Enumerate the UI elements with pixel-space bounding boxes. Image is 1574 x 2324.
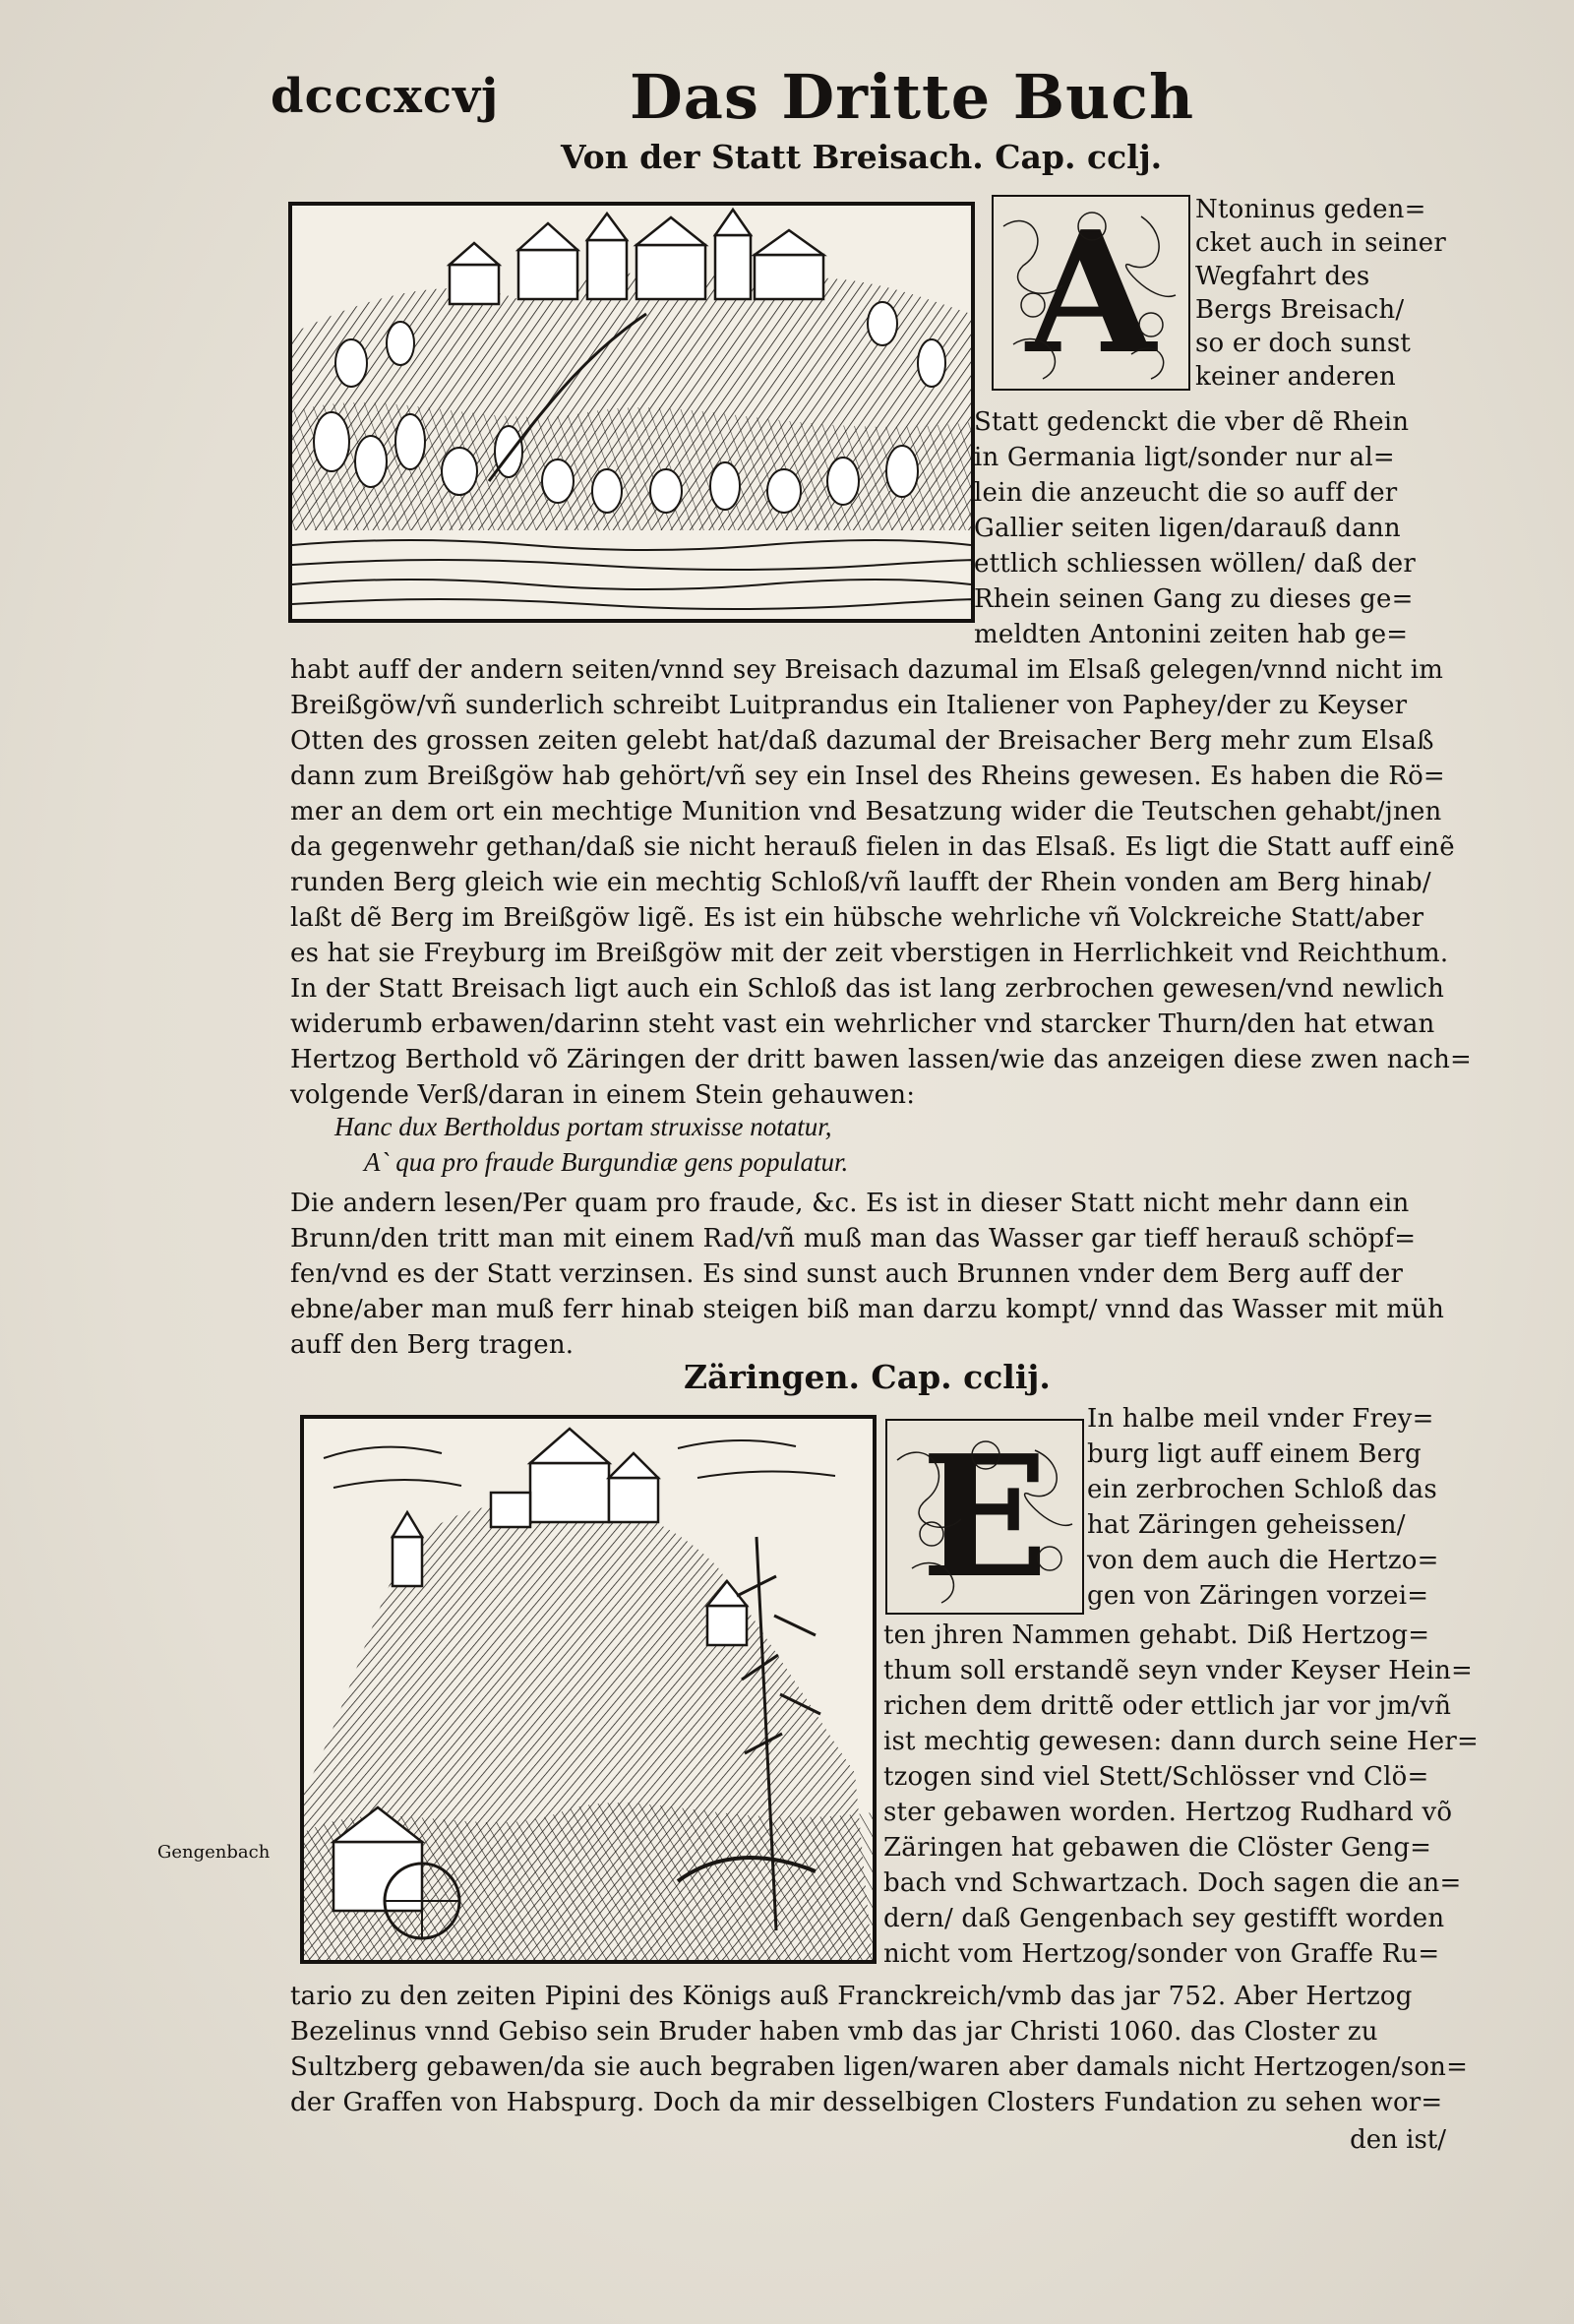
text-line: Otten des grossen zeiten gelebt hat/daß dazumal der Breisacher Berg mehr zum Elsaß (290, 726, 1434, 756)
decorated-initial-a: A (992, 195, 1190, 391)
text-line: thum soll erstandẽ seyn vnder Keyser Hein= (883, 1656, 1474, 1685)
latin-verse-line: A` qua pro fraude Burgundiæ gens populatur. (364, 1147, 849, 1177)
text-line: In der Statt Breisach ligt auch ein Schloß das ist lang zerbrochen gewesen/vnd newlich (290, 974, 1445, 1004)
latin-verse-line: Hanc dux Bertholdus portam struxisse notatur, (334, 1112, 832, 1141)
text-line: meldten Antonini zeiten hab ge= (974, 620, 1409, 649)
text-line: widerumb erbawen/darinn steht vast ein wehrlicher vnd starcker Thurn/den hat etwan (290, 1009, 1435, 1039)
text-line: ist mechtig gewesen: dann durch seine Her= (883, 1727, 1479, 1756)
text-line: richen dem drittẽ oder ettlich jar vor jm/vñ (883, 1691, 1452, 1721)
text-line: ster gebawen worden. Hertzog Rudhard võ (883, 1798, 1453, 1827)
text-line: fen/vnd es der Statt verzinsen. Es sind sunst auch Brunnen vnder dem Berg auff der (290, 1259, 1404, 1289)
text-line: tzogen sind viel Stett/Schlösser vnd Clö= (883, 1762, 1429, 1792)
text-line: lein die anzeucht die so auff der (974, 478, 1398, 508)
text-line: ebne/aber man muß ferr hinab steigen biß man darzu kompt/ vnnd das Wasser mit müh (290, 1295, 1445, 1324)
text-line: gen von Zäringen vorzei= (1087, 1581, 1429, 1611)
text-line: nicht vom Hertzog/sonder von Graffe Ru= (883, 1939, 1440, 1969)
text-line: Breißgöw/vñ sunderlich schreibt Luitprandus ein Italiener von Paphey/der zu Keyser (290, 691, 1408, 720)
text-line: es hat sie Freyburg im Breißgöw mit der zeit vberstigen in Herrlichkeit vnd Reichthum. (290, 939, 1449, 968)
text-line: Zäringen hat gebawen die Clöster Geng= (883, 1833, 1432, 1863)
text-line: burg ligt auff einem Berg (1087, 1439, 1422, 1469)
text-line: dern/ daß Gengenbach sey gestifft worden (883, 1904, 1445, 1933)
text-line: von dem auch die Hertzo= (1087, 1546, 1439, 1575)
text-line: dann zum Breißgöw hab gehört/vñ sey ein Insel des Rheins gewesen. Es haben die Rö= (290, 762, 1445, 791)
catchword: den ist/ (1350, 2125, 1446, 2155)
text-line: mer an dem ort ein mechtige Munition vnd Besatzung wider die Teutschen gehabt/jnen (290, 797, 1442, 826)
text-line: Bezelinus vnnd Gebiso sein Bruder haben vmb das jar Christi 1060. das Closter zu (290, 2017, 1378, 2047)
decorated-initial-e: E (885, 1419, 1084, 1615)
text-line: In halbe meil vnder Frey= (1087, 1404, 1434, 1434)
text-line: hat Zäringen geheissen/ (1087, 1510, 1406, 1540)
text-line: Rhein seinen Gang zu dieses ge= (974, 584, 1414, 614)
text-line: Hertzog Berthold võ Zäringen der dritt bawen lassen/wie das anzeigen diese zwen nach= (290, 1045, 1473, 1074)
woodcut-breisach (288, 202, 975, 623)
margin-note: Gengenbach (157, 1842, 271, 1863)
text-line: ettlich schliessen wöllen/ daß der (974, 549, 1416, 579)
running-title: Das Dritte Buch (630, 61, 1195, 133)
text-line: da gegenwehr gethan/daß sie nicht herauß fielen in das Elsaß. Es ligt die Statt auff einẽ (290, 832, 1455, 862)
text-line: Statt gedenckt die vber dẽ Rhein (974, 407, 1410, 437)
text-line: tario zu den zeiten Pipini des Königs auß Franckreich/vmb das jar 752. Aber Hertzog (290, 1982, 1413, 2011)
text-line: der Graffen von Habspurg. Doch da mir desselbigen Closters Fundation zu sehen wor= (290, 2088, 1443, 2117)
chapter-title-zaringen: Zäringen. Cap. cclij. (684, 1358, 1051, 1396)
text-line: Sultzberg gebawen/da sie auch begraben ligen/waren aber damals nicht Hertzogen/son= (290, 2052, 1469, 2082)
text-line: keiner anderen (1195, 362, 1396, 392)
chapter-title-breisach: Von der Statt Breisach. Cap. cclj. (561, 138, 1163, 176)
text-line: habt auff der andern seiten/vnnd sey Breisach dazumal im Elsaß gelegen/vnnd nicht im (290, 655, 1444, 685)
text-line: runden Berg gleich wie ein mechtig Schloß/vñ laufft der Rhein vonden am Berg hinab/ (290, 868, 1431, 897)
text-line: cket auch in seiner (1195, 228, 1446, 258)
text-line: laßt dẽ Berg im Breißgöw ligẽ. Es ist ein hübsche wehrliche vñ Volckreiche Statt/aber (290, 903, 1424, 933)
text-line: bach vnd Schwartzach. Doch sagen die an= (883, 1868, 1462, 1898)
folio-number: dcccxcvj (271, 69, 500, 124)
text-line: volgende Verß/daran in einem Stein gehauwen: (290, 1080, 916, 1110)
woodcut-zaringen (300, 1415, 877, 1964)
text-line: in Germania ligt/sonder nur al= (974, 443, 1395, 472)
text-line: Bergs Breisach/ (1195, 295, 1405, 325)
text-line: ein zerbrochen Schloß das (1087, 1475, 1437, 1504)
text-line: Die andern lesen/Per quam pro fraude, &c. Es ist in dieser Statt nicht mehr dann ein (290, 1189, 1410, 1218)
text-line: Gallier seiten ligen/darauß dann (974, 514, 1401, 543)
text-line: Wegfahrt des (1195, 262, 1370, 291)
text-line: ten jhren Nammen gehabt. Diß Hertzog= (883, 1621, 1430, 1650)
text-line: Ntoninus geden= (1195, 195, 1426, 224)
text-line: auff den Berg tragen. (290, 1330, 575, 1360)
text-line: Brunn/den tritt man mit einem Rad/vñ muß man das Wasser gar tieff herauß schöpf= (290, 1224, 1417, 1254)
text-line: so er doch sunst (1195, 329, 1412, 358)
